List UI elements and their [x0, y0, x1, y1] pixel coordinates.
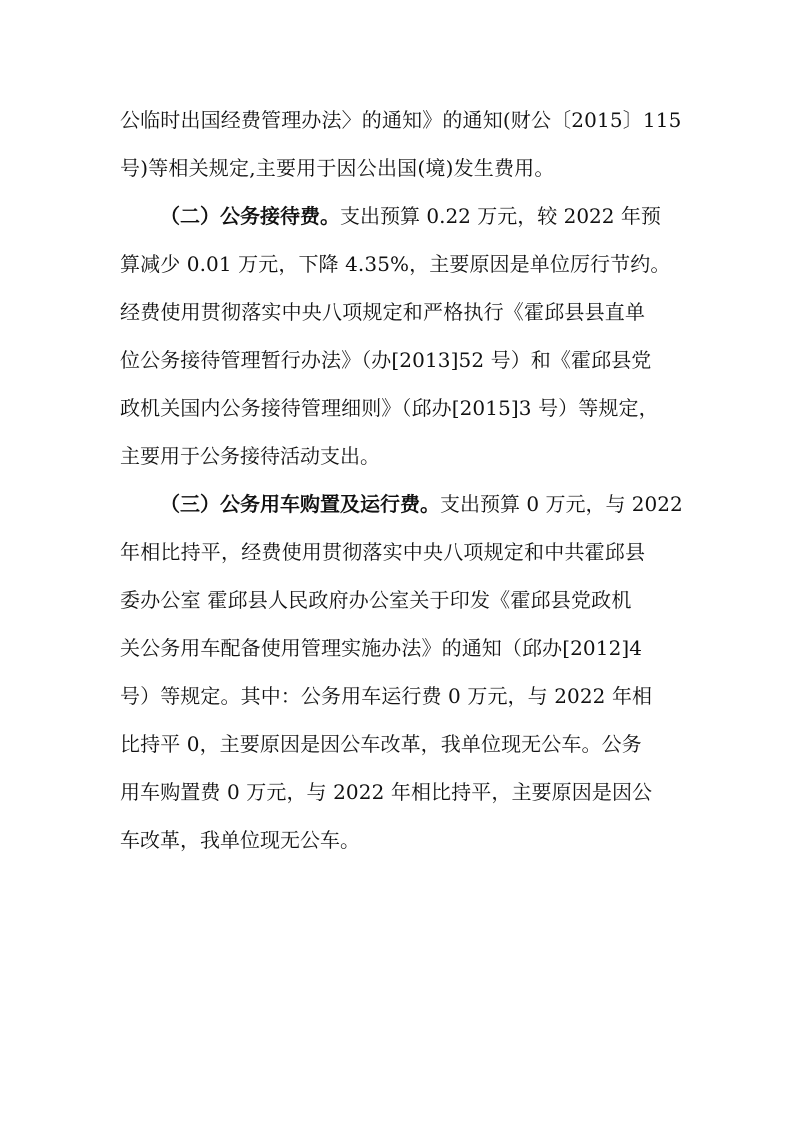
- section-2-first-line: [120, 192, 678, 240]
- text-line: 算减少 0.01 万元，下降 4.35%，主要原因是单位厉行节约。: [120, 252, 671, 276]
- text-line: 比持平 0，主要原因是因公车改革，我单位现无公车。公务: [120, 732, 642, 756]
- text-line: 委办公室 霍邱县人民政府办公室关于印发《霍邱县党政机: [120, 588, 632, 612]
- section-3-heading: （三）公务用车购置及运行费。: [160, 492, 440, 516]
- text-line: 号）等规定。其中：公务用车运行费 0 万元，与 2022 年相: [120, 684, 653, 708]
- document-body: [120, 96, 683, 864]
- section-2-heading: （二）公务接待费。: [160, 204, 340, 228]
- section-2-text: 支出预算 0.22 万元，较 2022 年预: [340, 204, 661, 228]
- text-line: 用车购置费 0 万元，与 2022 年相比持平，主要原因是因公: [120, 780, 653, 804]
- text-line: 关公务用车配备使用管理实施办法》的通知（邱办[2012]4: [120, 636, 643, 660]
- section-3-first-line: [120, 480, 683, 528]
- text-line: 政机关国内公务接待管理细则》（邱办[2015]3 号）等规定，: [120, 396, 659, 420]
- text-line: 主要用于公务接待活动支出。: [120, 444, 380, 468]
- text-line: 车改革，我单位现无公车。: [120, 828, 360, 852]
- text-line: 公临时出国经费管理办法〉的通知》的通知(财公〔2015〕115: [120, 108, 682, 132]
- text-line: 经费使用贯彻落实中央八项规定和严格执行《霍邱县县直单: [120, 300, 646, 324]
- section-3-text: 支出预算 0 万元，与 2022: [440, 492, 683, 516]
- text-line: 号)等相关规定,主要用于因公出国(境)发生费用。: [120, 156, 555, 180]
- text-line: 年相比持平，经费使用贯彻落实中央八项规定和中共霍邱县: [120, 540, 646, 564]
- text-line: 位公务接待管理暂行办法》（办[2013]52 号）和《霍邱县党: [120, 348, 652, 372]
